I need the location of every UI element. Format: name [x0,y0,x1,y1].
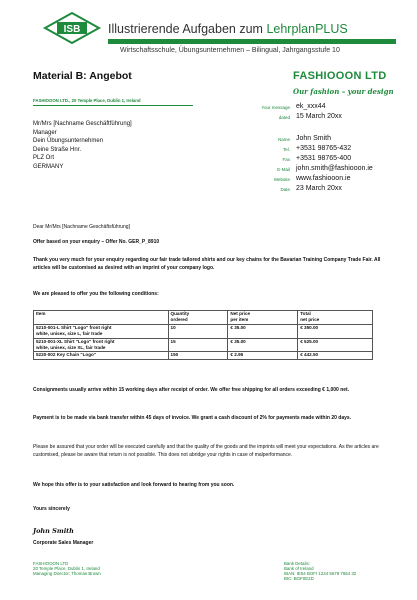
table-header-cell: Item [34,311,169,325]
ref-value-message: ek_xxx44 [296,103,326,110]
footer-company [33,561,101,576]
footer-line: BIC: BOFIIE2D [284,576,314,581]
sender-rule [33,105,193,106]
table-header-cell: Total net price [298,311,373,325]
contact-label-date: Date [280,187,290,192]
table-cell-price: € 2.95 [228,352,298,359]
table-cell-item: 5210-001-L Shirt "Logo" front right white, unisex, size L, fair trade [34,324,169,338]
table-cell-price: € 35.00 [228,338,298,352]
ref-value-dated: 15 March 20xx [296,113,342,120]
table-cell-total: € 525.00 [298,338,373,352]
logo-text: ISB [63,24,81,35]
table-header-cell: Net price per item [228,311,298,325]
table-cell-item: 5220-002 Key Chain "Logo" [34,352,169,359]
footer-line: 20 Temple Place, Dublin 1, Ireland [33,566,100,571]
contact-value-date: 23 March 20xx [296,185,342,192]
hope-line: We hope this offer is to your satisfaction and look forward to hearing from you soon. [33,482,235,488]
assurance-paragraph: Please be assured that your order will be executed carefully and that the quality of the goods and the imprints will meet your expectations. As the articles are customised, please be aware that return is not possible. This does not abridge your rights in case of malperformance. [33,444,379,458]
intro-paragraph: Thank you very much for your enquiry regarding our fair trade tailored shirts and our key chains for the Bavarian Training Company Trade Fair. All articles will be customised as desired with an imprint of your company logo. [33,257,381,271]
contact-value-website[interactable]: www.fashiooon.ie [296,175,351,182]
table-row [34,352,373,359]
header-title-prefix: Illustrierende Aufgaben zum [108,22,267,36]
header-title-highlight: LehrplanPLUS [266,22,348,36]
footer-line: Bank Details: [284,561,310,566]
ref-label-message: Your message [261,105,290,110]
table-row [34,324,373,338]
signature: John Smith [33,527,74,535]
contact-value-name: John Smith [296,135,332,142]
contact-value-tel: +3531 98765-432 [296,145,352,152]
recipient-address [33,120,132,172]
table-cell-qty: 10 [168,324,228,338]
company-slogan: Our fashion – your design [293,87,394,96]
footer-line: Bank of Ireland [284,566,314,571]
sender-line: FASHIOOON LTD., 20 Temple Place, Dublin 1, Ireland [33,98,141,103]
header-subtitle: Wirtschaftsschule, Übungsunternehmen – Bilingual, Jahrgangsstufe 10 [120,47,340,54]
table-cell-price: € 35.00 [228,324,298,338]
contact-label-tel: Tel. [282,147,290,152]
salutation: Dear Mr/Mrs [Nachname Geschäftsführung] [33,224,130,230]
signatory-title: Corporate Sales Manager [33,540,94,546]
table-cell-qty: 150 [168,352,228,359]
subject-line: Offer based on your enquiry – Offer No. GER_P_8910 [33,239,160,245]
table-cell-total: € 350.00 [298,324,373,338]
recipient-line: Deine Straße Hnr. [33,146,82,153]
recipient-line: GERMANY [33,163,64,170]
isb-logo [43,12,101,44]
footer-line: IBAN: IE54 BOFI 1234 5678 7654 32 [284,571,357,576]
recipient-line: Dein Übungsunternehmen [33,138,104,145]
recipient-line: PLZ Ort [33,155,55,162]
recipient-line: Mr/Mrs [Nachname Geschäftführung] [33,121,132,127]
contact-label-email: E-Mail [277,167,290,172]
table-cell-item: 5210-001-XL Shirt "Logo" front right white, unisex, size XL, fair trade [34,338,169,352]
table-header-row [34,311,373,325]
header-title [108,22,348,36]
ref-label-dated: dated [278,115,290,120]
contact-value-fax: +3531 98765-400 [296,155,352,162]
table-cell-total: € 442.50 [298,352,373,359]
contact-label-website: Website [273,177,290,182]
contact-label-fax: Fax [282,157,290,162]
contact-value-email[interactable]: john.smith@fashiooon.ie [296,165,373,172]
recipient-line: Manager [33,129,57,136]
company-name: FASHIOOON LTD [293,70,387,82]
header-bar [108,39,396,44]
table-row [34,338,373,352]
contact-label-name: Name [277,137,290,142]
material-title: Material B: Angebot [33,70,132,82]
table-header-cell: Quantity ordered [168,311,228,325]
table-cell-qty: 15 [168,338,228,352]
delivery-paragraph: Consignments usually arrive within 15 working days after receipt of order. We offer free shipping for all orders exceeding € 1,000 net. [33,387,350,393]
payment-paragraph: Payment is to be made via bank transfer within 45 days of invoice. We grant a cash discount of 2% for payments made within 20 days. [33,415,352,421]
items-table [33,310,373,360]
pleased-line: We are pleased to offer you the following conditions: [33,291,159,297]
footer-bank [284,561,356,581]
footer-line: FASHIOOON LTD [33,561,69,566]
closing-line: Yours sincerely [33,506,70,512]
footer-line: Managing Director: Thomas Brown [33,571,101,576]
